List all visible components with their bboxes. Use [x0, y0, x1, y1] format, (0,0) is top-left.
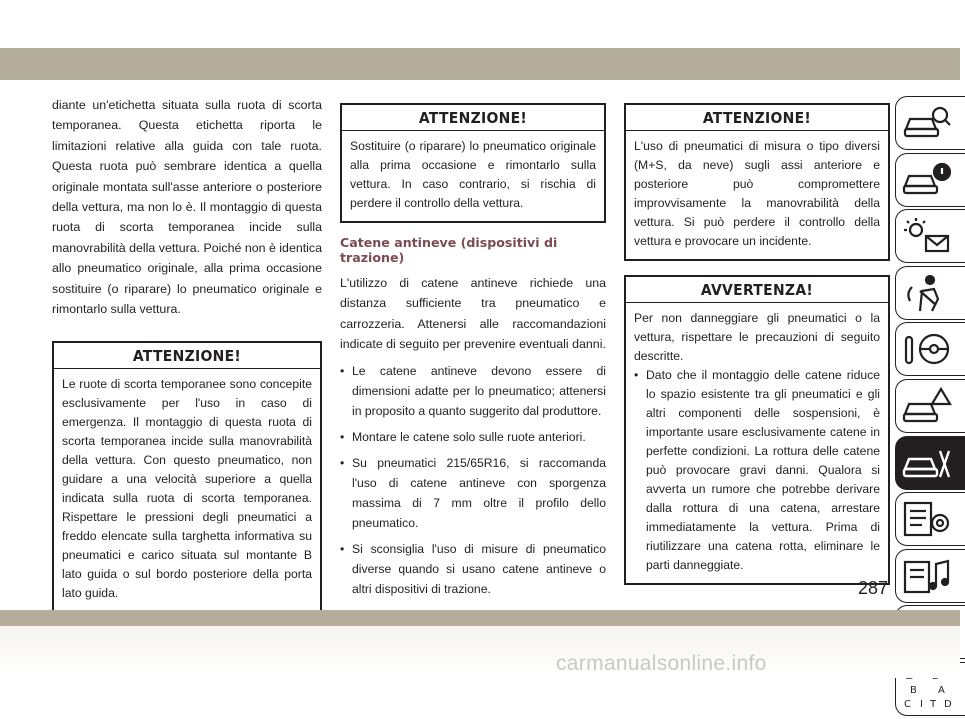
maintenance-checklist-icon: [902, 499, 952, 539]
warning-title: ATTENZIONE!: [54, 343, 320, 369]
caution-title: AVVERTENZA!: [626, 277, 888, 303]
tab-warning-lights[interactable]: [895, 209, 965, 263]
caution-text: Per non danneggiare gli pneumatici o la vettura, rispettare le precauzioni di seguito descritte.: [634, 311, 880, 363]
body-paragraph: diante un'etichetta situata sulla ruota di scorta temporanea. Questa etichetta riporta le limitazioni relative alla guida con tale ruota. Questa ruota può sembrare identica a quella originale montata sull'asse anteriore o posteriore della vettura, ma non lo è. Il montaggio di questa ruota di scorta temporanea incide sulla manovrabilità della vettura. Poiché non è identica allo pneumatico originale, alla prima occasione sostituire (o riparare) lo pneumatico originale e rimontarlo sulla vettura.: [52, 98, 323, 317]
bullet-list: [340, 361, 606, 599]
footer-area: [0, 626, 960, 678]
index-letter: I: [920, 698, 923, 710]
list-item: • Dato che il montaggio delle catene riduce lo spazio esistente tra gli pneumatici e gli altri componenti delle sospensioni, è importante usare esclusivamente catene in perfette condizioni. La rottura delle catene può provocare gravi danni. Qualora si avverta un rumore che potrebbe derivare dalla rottura di una catena, arrestare immediatamente la vettura. Prima di riutilizzare una catena rotta, eliminare le parti danneggiate.: [634, 366, 880, 575]
list-item: • Si sconsiglia l'uso di misure di pneumatico diverse quando si usano catene antineve o altri dispositivi di trazione.: [340, 539, 606, 599]
body-paragraph: L'utilizzo di catene antineve richiede una distanza sufficiente tra pneumatico e carrozzeria. Attenersi alle raccomandazioni indicate di seguito per prevenire eventuali danni.: [340, 276, 606, 352]
page-number: 287: [858, 578, 889, 598]
footer-band: [0, 610, 960, 626]
index-letter: T: [930, 698, 937, 710]
tab-car-warning[interactable]: [895, 379, 965, 433]
warning-text: L'uso di pneumatici di misura o tipo diversi (M+S, da neve) sugli assi anteriore e posteriore può compromettere improvvisamente la manovrabilità della vettura. Si può perdere il controllo della vettura e provocare un incidente.: [634, 139, 880, 248]
tab-car-info[interactable]: [895, 153, 965, 207]
index-letter: D: [944, 698, 952, 710]
warning-text: Le ruote di scorta temporanee sono concepite esclusivamente per l'uso in caso di emergenza. Il montaggio di questa ruota di scorta temporanea incide sulla manovrabilità della vettura. Con questo pneumatico, non guidare a una velocità superiore a quella indicata sulla ruota di scorta temporanea. Rispettare le pressioni degli pneumatici a freddo elencate sulla targhetta informativa su pneumatici e carico situata sul montante B lato guida o sul bordo posteriore della porta lato guida.: [62, 377, 312, 601]
warning-box: [624, 103, 890, 261]
tab-car-wrench[interactable]: [895, 436, 965, 490]
warning-title: ATTENZIONE!: [626, 105, 888, 131]
list-item: • Le catene antineve devono essere di dimensioni adatte per lo pneumatico; attenersi in proposito a quanto suggerito dal produttore.: [340, 361, 606, 421]
tab-multimedia[interactable]: [895, 549, 965, 603]
column-middle: [340, 103, 606, 605]
index-letter: B: [910, 684, 917, 696]
tab-maintenance[interactable]: [895, 492, 965, 546]
seatbelt-airbag-icon: [902, 273, 952, 313]
list-item: • Montare le catene solo sulle ruote anteriori.: [340, 427, 606, 447]
section-title: Catene antineve (dispositivi di trazione): [340, 235, 558, 265]
index-letter: C: [904, 698, 911, 710]
tab-steering-key[interactable]: [895, 322, 965, 376]
car-warning-icon: [902, 386, 952, 426]
warning-text: Sostituire (o riparare) lo pneumatico originale alla prima occasione e rimontarlo sulla vettura. In caso contrario, si rischia di perdere il controllo della vettura.: [350, 139, 596, 210]
column-left: [52, 95, 322, 613]
warning-box: [52, 341, 322, 613]
column-right: [624, 103, 890, 585]
car-search-icon: [902, 103, 952, 143]
index-letter: A: [938, 684, 945, 696]
caution-box: [624, 275, 890, 585]
warning-lights-message-icon: [902, 216, 952, 256]
steering-wheel-key-icon: [902, 329, 952, 369]
multimedia-music-icon: [902, 556, 952, 596]
car-wrench-icon: [902, 443, 952, 483]
tab-seatbelt-airbag[interactable]: [895, 266, 965, 320]
bullet-list: [634, 366, 880, 575]
warning-box: [340, 103, 606, 223]
watermark: carmanualsonline.info: [556, 652, 767, 675]
header-band: [0, 48, 960, 80]
tab-car-search[interactable]: [895, 96, 965, 150]
list-item: • Su pneumatici 215/65R16, si raccomanda l'uso di catene antineve con sporgenza massima di 7 mm oltre il profilo dello pneumatico.: [340, 453, 606, 533]
warning-title: ATTENZIONE!: [342, 105, 604, 131]
car-info-icon: [902, 160, 952, 200]
caution-body: [626, 303, 888, 583]
